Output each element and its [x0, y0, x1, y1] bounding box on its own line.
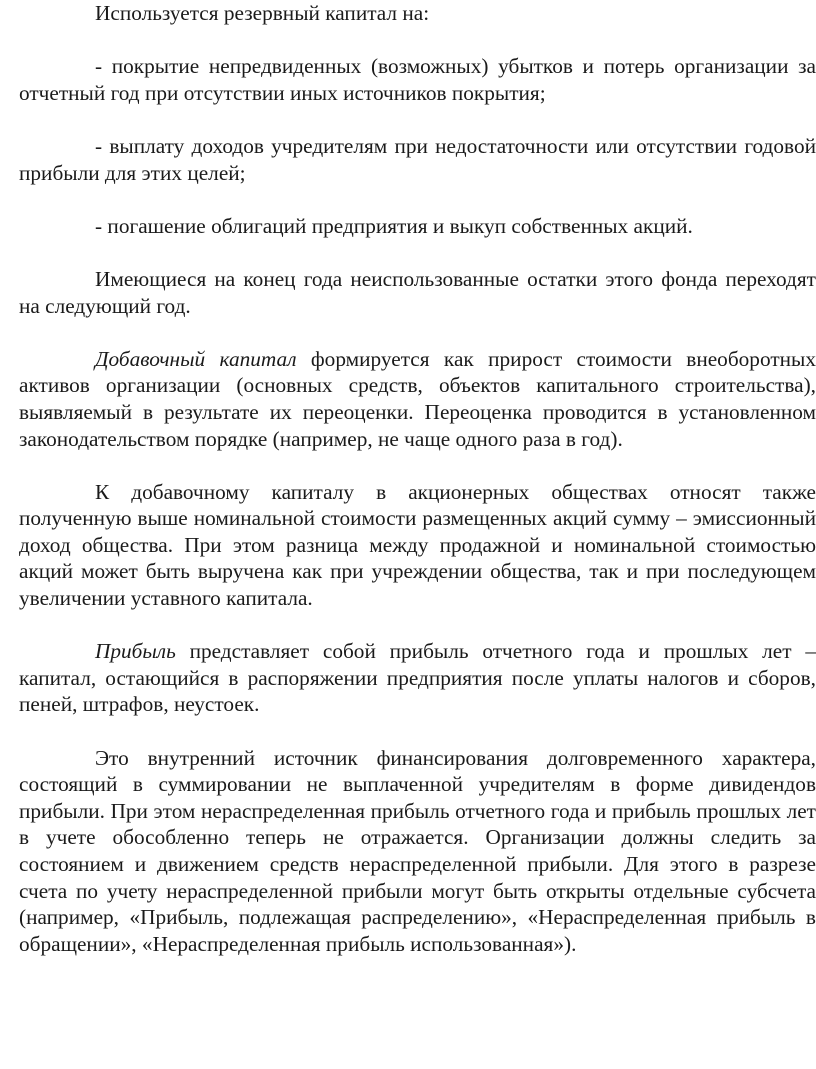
paragraph-additional-capital [19, 346, 816, 452]
paragraph-share-premium: К добавочному капиталу в акционерных обществах относят также полученную выше номинальной стоимости размещенных акций сумму – эмиссионный доход общества. При этом разница между продажной и номинальной стоимостью акций может быть выручена как при учреждении общества, так и при последующем увеличении уставного капитала. [19, 479, 816, 611]
paragraph-founder-payouts: - выплату доходов учредителям при недостаточности или отсутствии годовой прибыли для этих целей; [19, 133, 816, 185]
paragraph-additional-capital-text: формируется как прирост стоимости внеоборотных активов организации (основных средств, объектов капитального строительства), выявляемый в результате их переоценки. Переоценка проводится в установленном законодательством порядке (например, не чаще одного раза в год). [19, 346, 816, 451]
document-page [19, 0, 816, 984]
paragraph-retained-earnings: Это внутренний источник финансирования долговременного характера, состоящий в суммировании не выплаченной учредителям в форме дивидендов прибыли. При этом нераспределенная прибыль отчетного года и прибыль прошлых лет в учете обособленно теперь не отражается. Организации должны следить за состоянием и движением средств нераспределенной прибыли. Для этого в разрезе счета по учету нераспределенной прибыли могут быть открыты отдельные субсчета (например, «Прибыль, подлежащая распределению», «Нераспределенная прибыль в обращении», «Нераспределенная прибыль использованная»). [19, 745, 816, 956]
paragraph-bond-redemption: - погашение облигаций предприятия и выкуп собственных акций. [95, 213, 693, 238]
paragraph-profit [19, 638, 816, 718]
paragraph-loss-coverage: - покрытие непредвиденных (возможных) убытков и потерь организации за отчетный год при отсутствии иных источников покрытия; [19, 54, 816, 105]
paragraph-reserve-capital-intro: Используется резервный капитал на: [95, 1, 430, 25]
paragraph-profit-text: представляет собой прибыль отчетного года и прошлых лет – капитал, остающийся в распоряжении предприятия после уплаты налогов и сборов, пеней, штрафов, неустоек. [19, 639, 816, 717]
paragraph-unused-balances: Имеющиеся на конец года неиспользованные остатки этого фонда переходят на следующий год. [19, 266, 816, 318]
term-additional-capital: Добавочный капитал [95, 346, 297, 371]
term-profit: Прибыль [95, 639, 176, 664]
